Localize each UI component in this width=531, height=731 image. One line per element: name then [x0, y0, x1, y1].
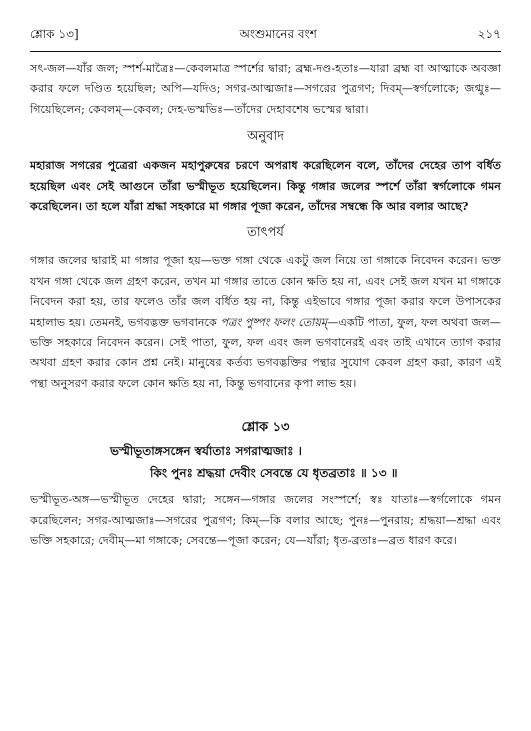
purport-part1: গঙ্গার জলের দ্বারাই মা গঙ্গার পূজা হয়—ভক্ত গঙ্গা থেকে একটু জল নিয়ে তা গঙ্গাকে নিবেদন করেন। ভক্ত যখন গঙ্গা থেকে জল গ্রহণ করেন, তখন মা গঙ্গার তাতে কোন ক্ষতি হয় না, এবং সেই জল যখন মা গঙ্গাকে নিবেদন করা হয়, তার ফলেও তাঁর জল বর্ধিত হয় না, কিন্তু এইভাবে গঙ্গার পূজা করার ফলে উপাসকের মহালাভ হয়। তেমনই, ভগবদ্ভক্ত ভগবানকে — [30, 254, 501, 329]
synonyms-top: সৎ-জল—যাঁর জল; স্পর্শ-মাত্রৈঃ—কেবলমাত্র স্পর্শের দ্বারা; ব্রহ্ম-দণ্ড-হতাঃ—যারা ব্রহ্ম বা আত্মাকে অবজ্ঞা করার ফলে দণ্ডিত হয়েছিল; অপি—যদিও; সগর-আত্মজাঃ—সগরের পুত্রগণ; দিবম্—স্বর্গলোকে; জগ্মুঃ—গিয়েছিলেন; কেবলম্—কেবল; দেহ-ভস্মভিঃ—তাঁদের দেহাবশেষ ভস্মের দ্বারা। — [30, 62, 501, 116]
purport-heading: তাৎপর্য — [247, 225, 284, 241]
translation-text: মহারাজ সগরের পুত্রেরা একজন মহাপুরুষের চরণে অপরাধ করেছিলেন বলে, তাঁদের দেহের তাপ বর্ধিত হয়েছিল এবং সেই আগুনে তাঁরা ভস্মীভূত হয়েছিলেন। কিন্তু গঙ্গার জলের স্পর্শে তাঁরা স্বর্গলোকে গমন করেছিলেন। তা হলে যাঁরা শ্রদ্ধা সহকারে মা গঙ্গার পূজা করেন, তাঁদের সম্বন্ধে কি আর বলার আছে? — [30, 158, 501, 214]
synonyms-bottom: ভস্মীভূত-অঙ্গ—ভস্মীভূত দেহের দ্বারা; সঙ্গেন—গঙ্গার জলের সংস্পর্শে; স্বঃ যাতাঃ—স্বর্গলোকে গমন করেছিলেন; সগর-আত্মজাঃ—সগরের পুত্রগণ; কিম্—কি বলার আছে; পুনঃ—পুনরায়; শ্রদ্ধয়া—শ্রদ্ধা এবং ভক্তি সহকারে; দেবীম্—মা গঙ্গাকে; সেবন্তে—পূজা করেন; যে—যাঁরা; ধৃত-ব্রতাঃ—ব্রত ধারণ করে। — [30, 493, 501, 548]
header-verse-ref: শ্লোক ১৩] — [30, 27, 79, 41]
verse-heading: শ্লোক ১৩ — [241, 420, 290, 436]
verse-line-2: কিং পুনঃ শ্রদ্ধয়া দেবীং সেবন্তে যে ধৃতব্রতাঃ ॥ ১৩ ॥ — [150, 466, 398, 481]
purport-quote: পত্রং পুষ্পং ফলং তোয়ম্ — [220, 315, 328, 329]
purport-part2: —একটি পাতা, ফুল, ফল অথবা জল—ভক্তি সহকারে নিবেদন করেন। সেই পাতা, ফুল, ফল এবং জল ভগবানেরই এবং তাই এখানে ত্যাগ করার অথবা গ্রহণ করার কোন প্রশ্ন নেই। মানুষের কর্তব্য ভগবদ্ভক্তির পন্থার সুযোগ কেবল গ্রহণ করা, কারণ এই পন্থা অনুসরণ করার ফলে কোন ক্ষতি হয় না, কিন্তু ভগবানের কৃপা লাভ হয়। — [30, 315, 501, 390]
verse-line-1: ভস্মীভূতাঙ্গসঙ্গেন স্বর্যাতাঃ সগরাত্মজাঃ । — [110, 444, 302, 459]
translation-heading: অনুবাদ — [247, 129, 284, 145]
page-header — [30, 26, 501, 52]
header-page-number: ২১৭ — [477, 27, 501, 41]
header-chapter-title: অংশুমানের বংশ — [239, 27, 317, 41]
purport-text — [30, 251, 501, 394]
